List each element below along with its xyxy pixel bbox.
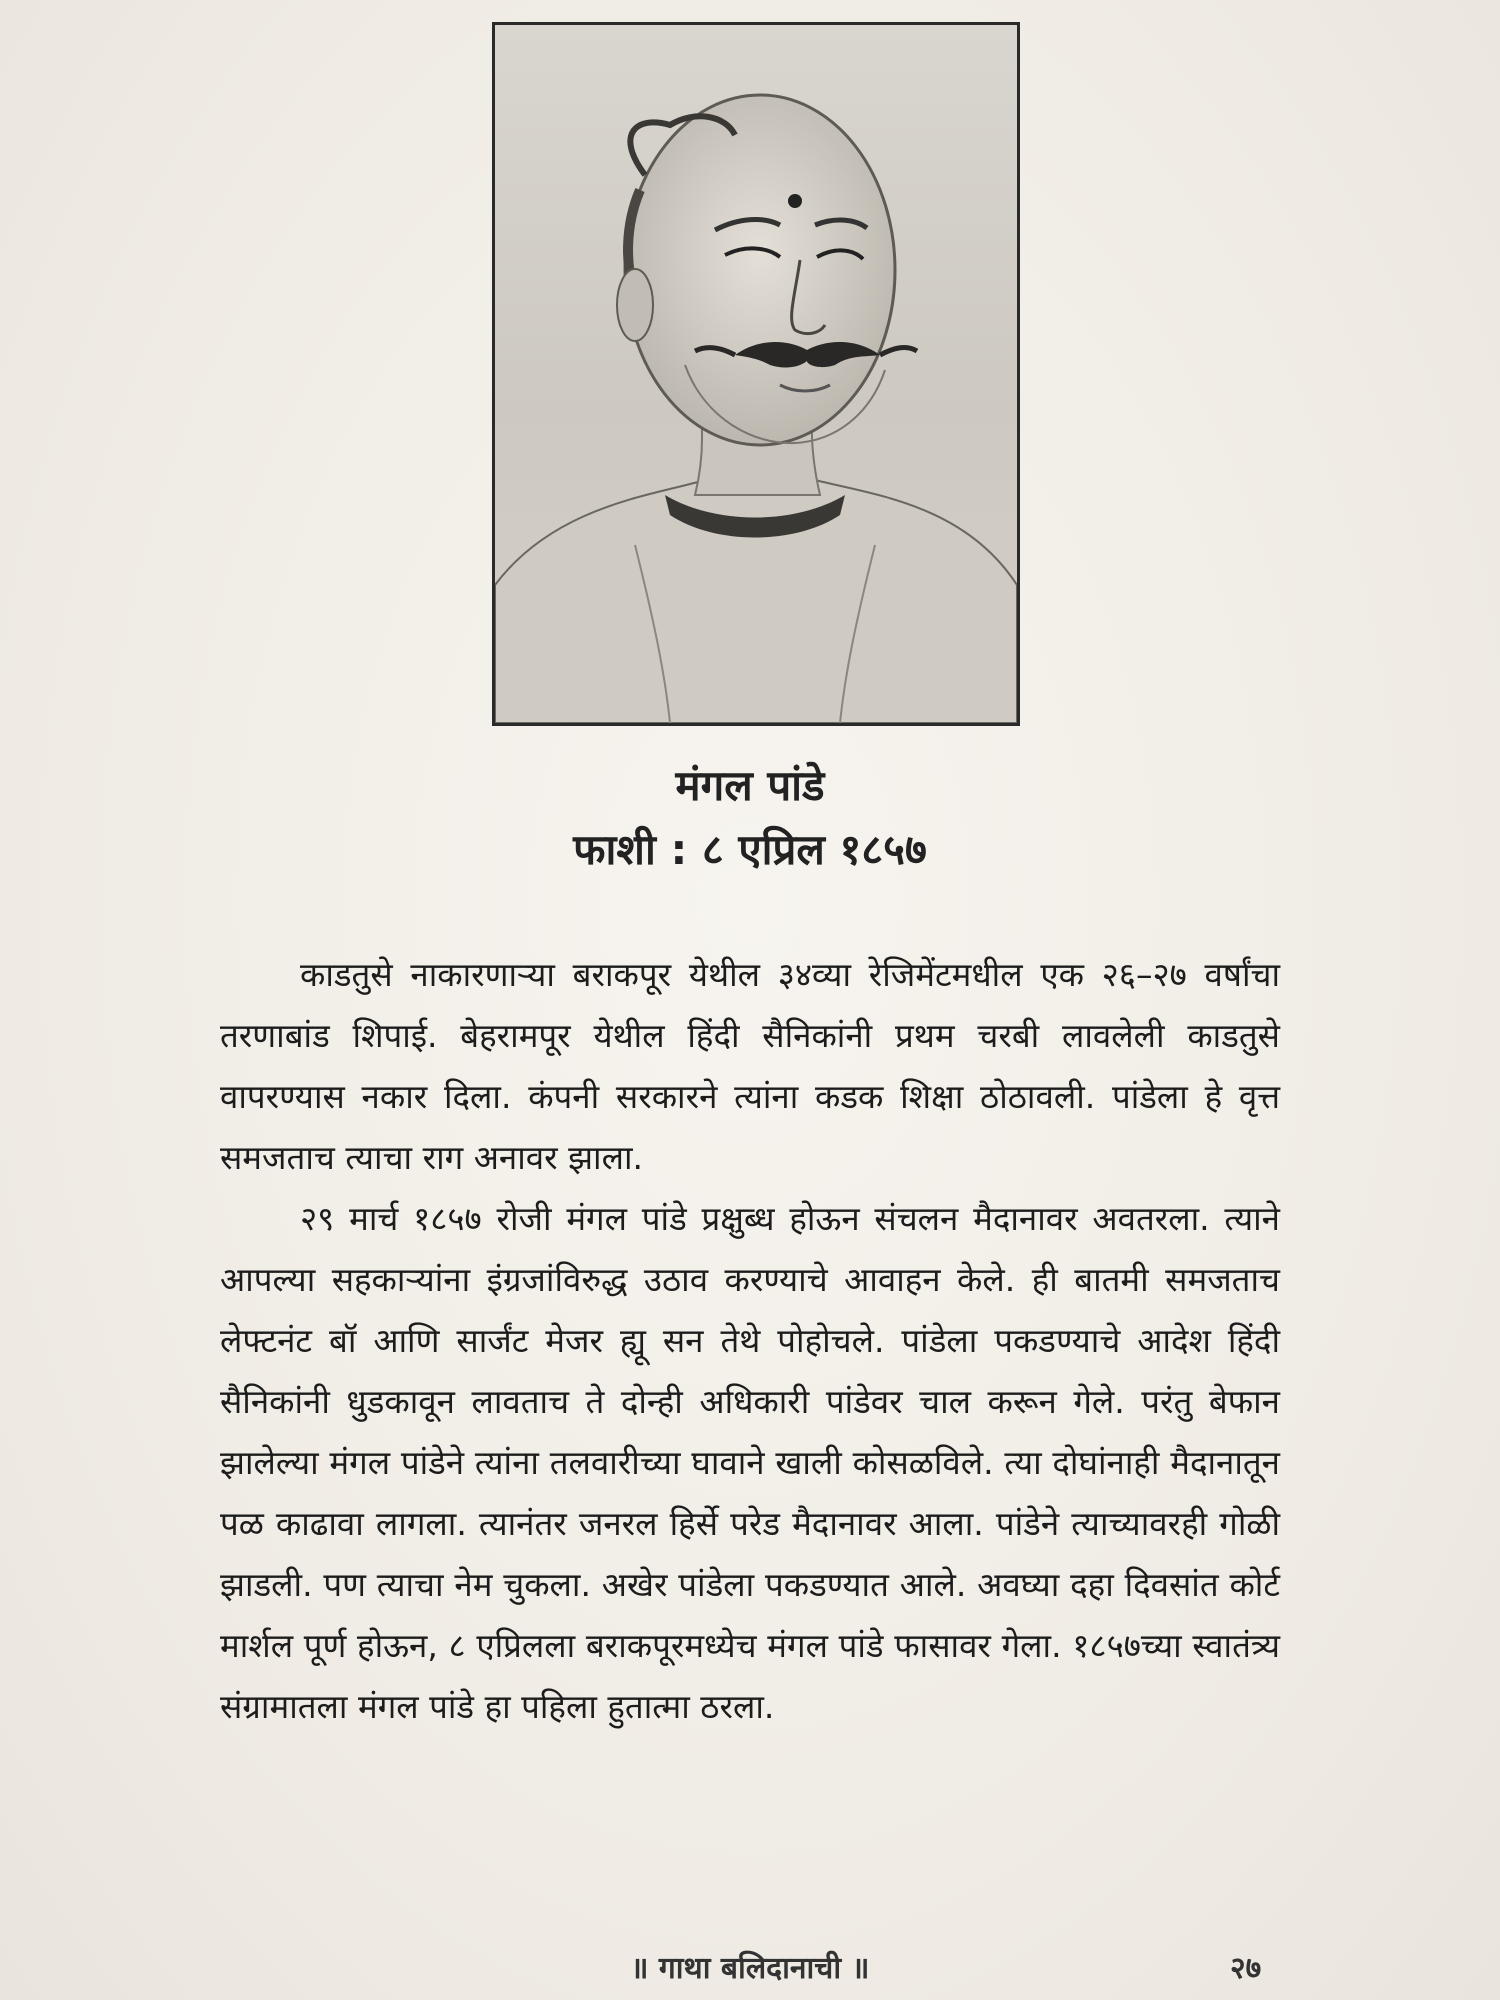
page-number: २७ bbox=[1230, 1951, 1262, 1986]
portrait-sketch-icon bbox=[495, 25, 1017, 723]
paragraph: काडतुसे नाकारणाऱ्या बराकपूर येथील ३४व्या रेजिमेंटमधील एक २६–२७ वर्षांचा तरणाबांड शिपाई. बेहरामपूर येथील हिंदी सैनिकांनी प्रथम चरबी लावलेली काडतुसे वापरण्यास नकार दिला. कंपनी सरकारने त्यांना कडक शिक्षा ठोठावली. पांडेला हे वृत्त समजताच त्याचा राग अनावर झाला. bbox=[220, 955, 1280, 1177]
article-body bbox=[220, 944, 1280, 1737]
portrait-caption-name: मंगल पांडे bbox=[675, 761, 825, 810]
portrait-caption-date: फाशी : ८ एप्रिल १८५७ bbox=[573, 825, 927, 874]
portrait-image bbox=[492, 22, 1020, 726]
paragraph: २९ मार्च १८५७ रोजी मंगल पांडे प्रक्षुब्ध होऊन संचलन मैदानावर अवतरला. त्याने आपल्या सहकाऱ्यांना इंग्रजांविरुद्ध उठाव करण्याचे आवाहन केले. ही बातमी समजताच लेफ्टनंट बॉ आणि सार्जंट मेजर ह्यू सन तेथे पोहोचले. पांडेला पकडण्याचे आदेश हिंदी सैनिकांनी धुडकावून लावताच ते दोन्ही अधिकारी पांडेवर चाल करून गेले. परंतु बेफान झालेल्या मंगल पांडेने त्यांना तलवारीच्या घावाने खाली कोसळविले. त्या दोघांनाही मैदानातून पळ काढावा लागला. त्यानंतर जनरल हिर्से परेड मैदानावर आला. पांडेने त्याच्यावरही गोळी झाडली. पण त्याचा नेम चुकला. अखेर पांडेला पकडण्यात आले. अवघ्या दहा दिवसांत कोर्ट मार्शल पूर्ण होऊन, ८ एप्रिलला बराकपूरमध्येच मंगल पांडे फासावर गेला. १८५७च्या स्वातंत्र्य संग्रामातला मंगल पांडे हा पहिला हुतात्मा ठरला. bbox=[220, 1199, 1280, 1726]
footer-book-title: ॥ गाथा बलिदानाची ॥ bbox=[630, 1951, 870, 1986]
